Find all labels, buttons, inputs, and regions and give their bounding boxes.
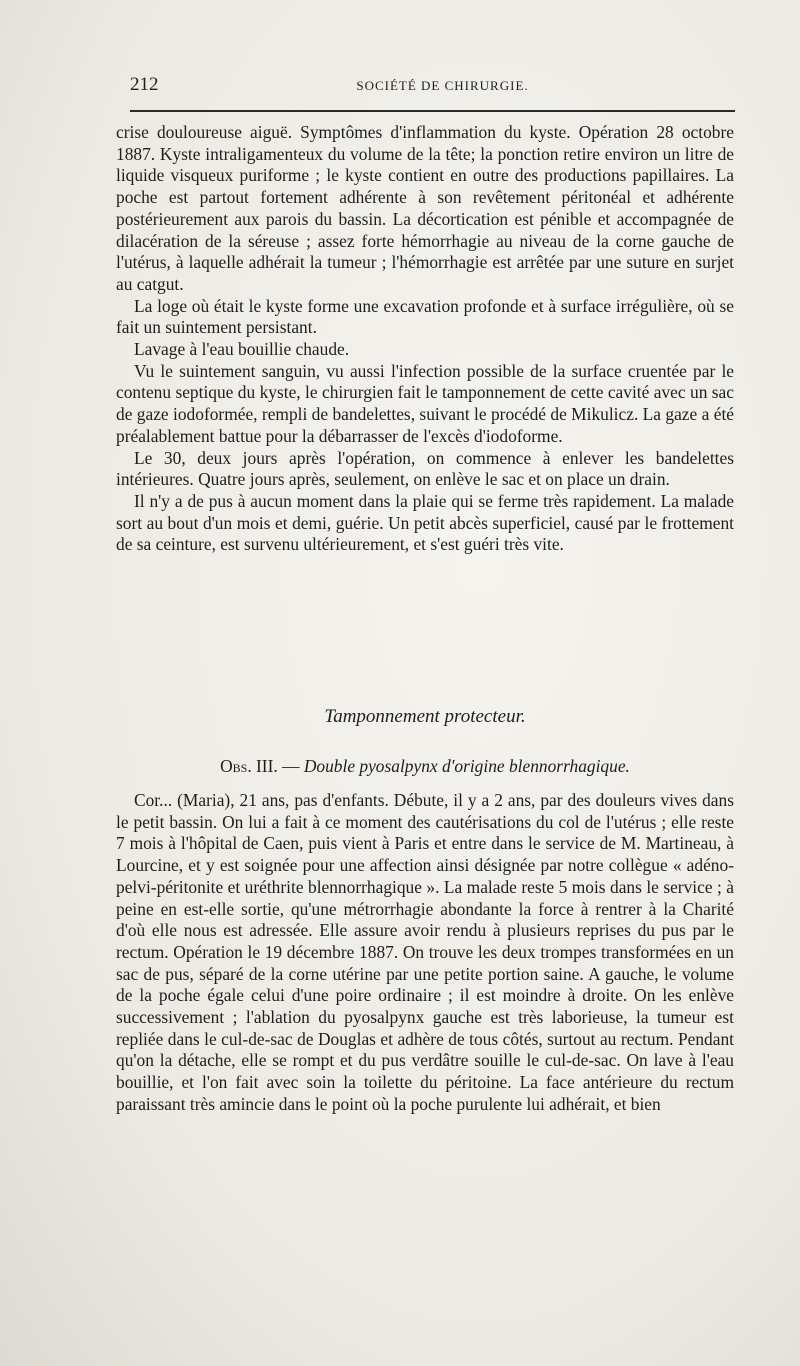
observation-heading	[116, 756, 734, 777]
body-text-top	[116, 122, 734, 556]
page-number: 212	[130, 74, 159, 95]
paragraph: Il n'y a de pus à aucun moment dans la plaie qui se ferme très rapidement. La malade sort au bout d'un mois et demi, guérie. Un petit abcès superficiel, causé par le frottement de sa ceinture, est survenu ultérieurement, et s'est guéri très vite.	[116, 490, 734, 555]
header-rule	[130, 110, 735, 112]
paragraph: La loge où était le kyste forme une excavation profonde et à surface irrégulière, où se fait un suintement persistant.	[116, 295, 734, 338]
paragraph: Vu le suintement sanguin, vu aussi l'infection possible de la surface cruentée par le contenu septique du kyste, le chirurgien fait le tamponnement de cette cavité avec un sac de gaze iodoformée, rempli de bandelettes, suivant le procédé de Mikulicz. La gaze a été préalablement battue pour la débarrasser de l'excès d'iodoforme.	[116, 360, 734, 446]
paragraph: Lavage à l'eau bouillie chaude.	[134, 339, 350, 360]
observation-title: Double pyosalpynx d'origine blennorrhagique.	[303, 756, 630, 776]
paragraph: Cor... (Maria), 21 ans, pas d'enfants. Débute, il y a 2 ans, par des douleurs vives dans le petit bassin. On lui a fait à ce moment des cautérisations du col de l'utérus ; elle reste 7 mois à l'hôpital de Caen, puis vient à Paris et entre dans le service de M. Martineau, à Lourcine, et y est soignée pour une affection ainsi désignée par notre collègue « adéno-pelvi-péritonite et uréthrite blennorrhagique ». La malade reste 5 mois dans le service ; à peine en est-elle sortie, qu'une métrorrhagie abondante la force à rentrer à la Charité d'où elle nous est adressée. Elle assure avoir rendu à plusieurs reprises du pus par le rectum. Opération le 19 décembre 1887. On trouve les deux trompes transformées en un sac de pus, séparé de la corne utérine par une petite portion saine. A gauche, le volume de la poche égale celui d'une poire ordinaire ; il est moindre à droite. On les enlève successivement ; l'ablation du pyosalpynx gauche est très laborieuse, la tumeur est repliée dans le cul-de-sac de Douglas et adhère de tous côtés, surtout au rectum. Pendant qu'on la détache, elle se rompt et du pus verdâtre souille le cul-de-sac. On lave à l'eau bouillie, et l'on fait avec soin la toilette du péritoine. La face antérieure du rectum paraissant très amincie dans le point où la poche purulente lui adhérait, et bien	[116, 790, 734, 1114]
paragraph: crise douloureuse aiguë. Symptômes d'inflammation du kyste. Opération 28 octobre 1887. Kyste intraligamenteux du volume de la tête; la ponction retire environ un litre de liquide visqueux puriforme ; le kyste contient en outre des productions papillaires. La poche est partout fortement adhérente à son revêtement péritonéal et adhérente postérieurement aux parois du bassin. La décortication est pénible et accompagnée de dilacération de la séreuse ; assez forte hémorrhagie au niveau de la corne gauche de l'utérus, à laquelle adhérait la tumeur ; l'hémorrhagie est arrêtée par une suture en surjet au catgut.	[116, 122, 734, 294]
observation-label: Obs. III. —	[220, 756, 300, 776]
page-header	[130, 74, 735, 102]
paragraph: Le 30, deux jours après l'opération, on commence à enlever les bandelettes intérieures. Quatre jours après, seulement, on enlève le sac et on place un drain.	[116, 447, 734, 490]
running-head: SOCIÉTÉ DE CHIRURGIE.	[356, 78, 529, 93]
section-title: Tamponnement protecteur.	[324, 706, 526, 727]
body-text-bottom	[116, 790, 734, 1116]
